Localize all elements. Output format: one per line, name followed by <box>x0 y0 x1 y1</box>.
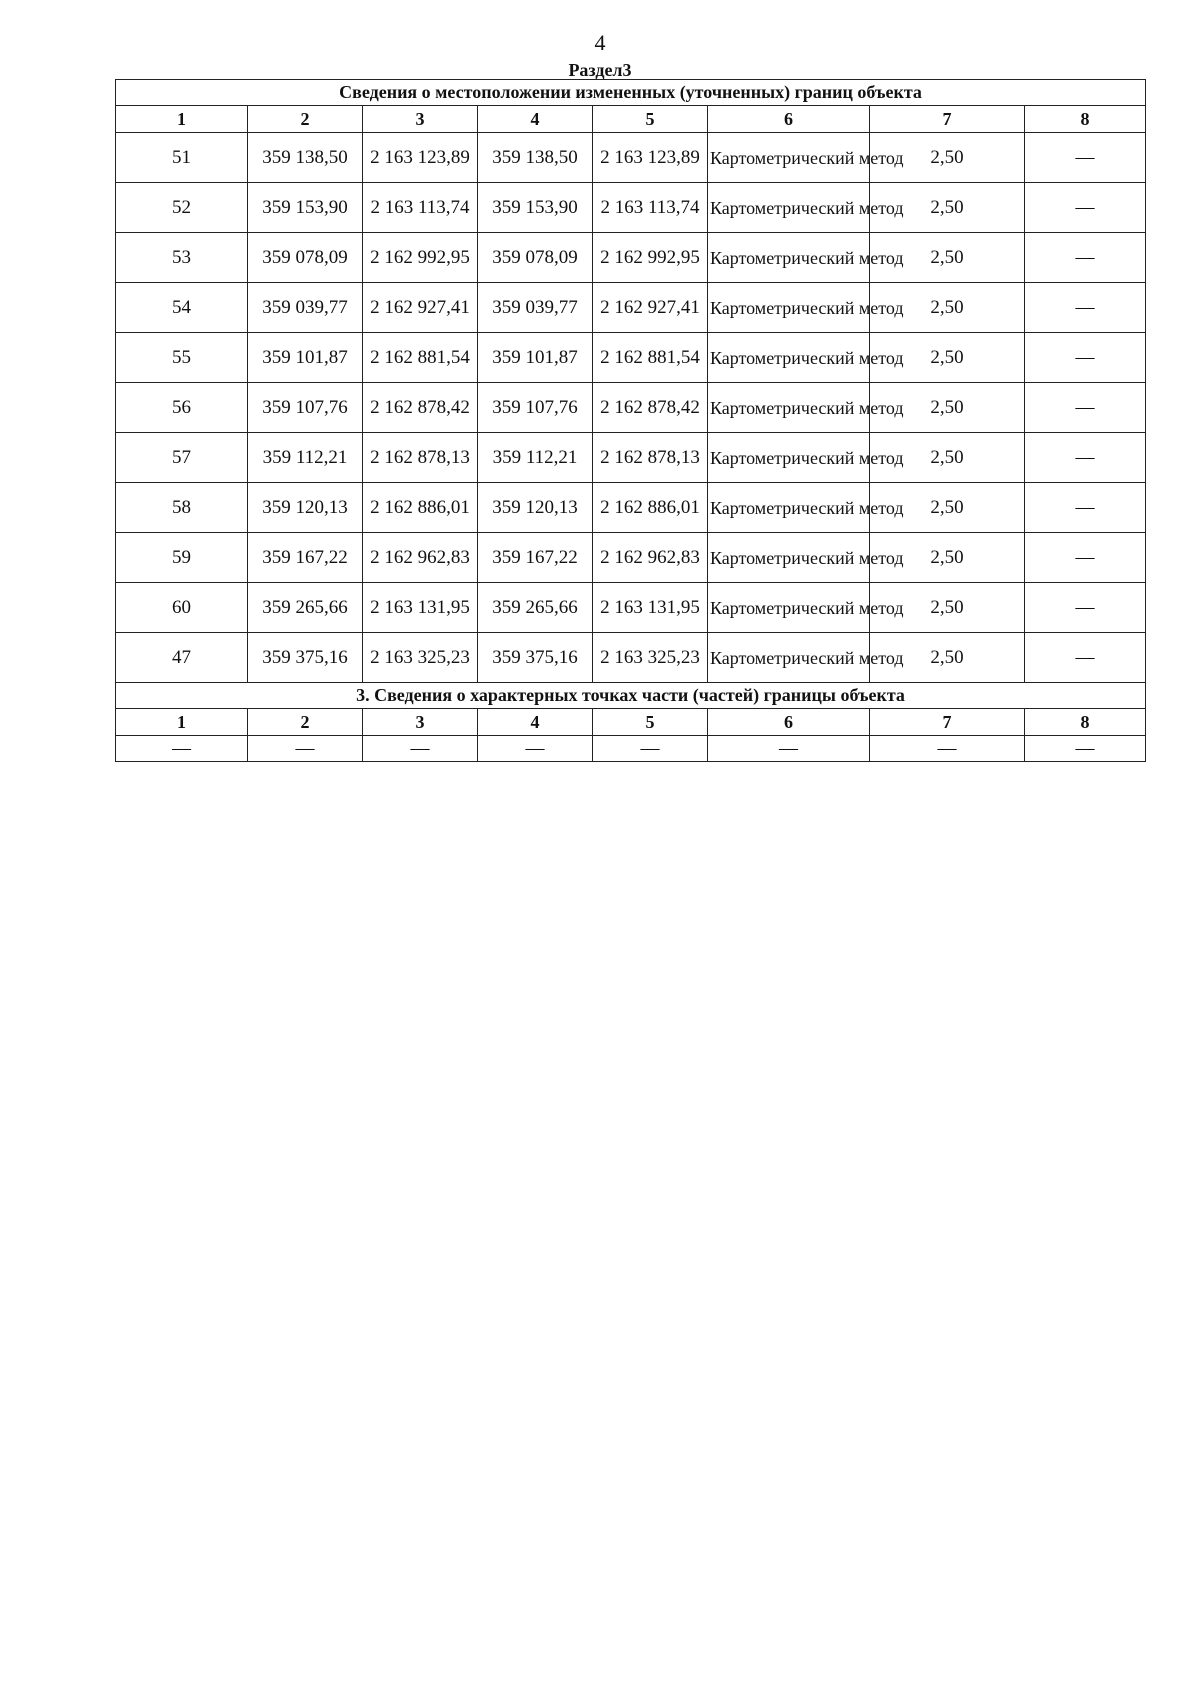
table-cell: — <box>1025 583 1146 633</box>
table-row <box>116 433 1146 483</box>
column-header: 6 <box>708 709 870 736</box>
table-cell: 359 101,87 <box>478 333 593 383</box>
table-row <box>116 233 1146 283</box>
table-cell: — <box>708 736 870 762</box>
table-cell: 2 163 131,95 <box>593 583 708 633</box>
table-cell: Картометрический метод <box>708 533 870 583</box>
table-cell: 2,50 <box>870 133 1025 183</box>
table-cell: 359 153,90 <box>248 183 363 233</box>
column-header: 7 <box>870 106 1025 133</box>
column-header: 2 <box>248 106 363 133</box>
table-row <box>116 133 1146 183</box>
table-cell: 2 162 927,41 <box>363 283 478 333</box>
table-cell: 2,50 <box>870 283 1025 333</box>
table-cell: Картометрический метод <box>708 333 870 383</box>
column-header: 8 <box>1025 106 1146 133</box>
table-row <box>116 533 1146 583</box>
column-header: 7 <box>870 709 1025 736</box>
column-header: 4 <box>478 709 593 736</box>
table-cell: 52 <box>116 183 248 233</box>
table-cell: Картометрический метод <box>708 233 870 283</box>
table-row <box>116 583 1146 633</box>
table-cell: 359 101,87 <box>248 333 363 383</box>
table-cell: 2 162 886,01 <box>593 483 708 533</box>
table-cell: 2,50 <box>870 383 1025 433</box>
table-cell: — <box>593 736 708 762</box>
column-header: 3 <box>363 106 478 133</box>
table-cell: 57 <box>116 433 248 483</box>
table-cell: 2 162 927,41 <box>593 283 708 333</box>
table-cell: 55 <box>116 333 248 383</box>
table-title-row <box>116 80 1146 106</box>
table-cell: 2 162 881,54 <box>593 333 708 383</box>
table-cell: — <box>1025 133 1146 183</box>
table-cell: 2,50 <box>870 533 1025 583</box>
table-cell: 2 162 881,54 <box>363 333 478 383</box>
table-cell: 2 162 992,95 <box>593 233 708 283</box>
table-row <box>116 183 1146 233</box>
table-cell: 59 <box>116 533 248 583</box>
table-cell: Картометрический метод <box>708 283 870 333</box>
table-cell: 2,50 <box>870 183 1025 233</box>
table-cell: 2 163 113,74 <box>593 183 708 233</box>
table-cell: 2 162 962,83 <box>363 533 478 583</box>
table-cell: 359 120,13 <box>248 483 363 533</box>
table-cell: 56 <box>116 383 248 433</box>
table-row <box>116 383 1146 433</box>
table-row <box>116 283 1146 333</box>
table-cell: 2 162 878,42 <box>593 383 708 433</box>
table-cell: — <box>248 736 363 762</box>
table-cell: 359 138,50 <box>478 133 593 183</box>
table-cell: — <box>478 736 593 762</box>
table-cell: — <box>1025 333 1146 383</box>
table-cell: 2,50 <box>870 633 1025 683</box>
table-cell: Картометрический метод <box>708 633 870 683</box>
table-cell: 2 162 886,01 <box>363 483 478 533</box>
table-cell: 359 265,66 <box>478 583 593 633</box>
column-header-row <box>116 106 1146 133</box>
table-cell: 359 375,16 <box>248 633 363 683</box>
subsection-header-row <box>116 709 1146 736</box>
table-cell: 359 265,66 <box>248 583 363 633</box>
table-cell: 359 039,77 <box>478 283 593 333</box>
table-cell: Картометрический метод <box>708 133 870 183</box>
table-cell: 359 107,76 <box>248 383 363 433</box>
table-cell: — <box>1025 736 1146 762</box>
table-cell: — <box>1025 283 1146 333</box>
table-cell: 2 162 878,13 <box>363 433 478 483</box>
column-header: 1 <box>116 709 248 736</box>
table-cell: 2,50 <box>870 583 1025 633</box>
column-header: 3 <box>363 709 478 736</box>
table-cell: — <box>1025 383 1146 433</box>
column-header: 8 <box>1025 709 1146 736</box>
table-cell: 2 162 962,83 <box>593 533 708 583</box>
table-cell: — <box>1025 483 1146 533</box>
table-row <box>116 483 1146 533</box>
table-cell: 359 375,16 <box>478 633 593 683</box>
table-cell: 359 039,77 <box>248 283 363 333</box>
page-number: 4 <box>594 30 606 55</box>
table-cell: 359 112,21 <box>478 433 593 483</box>
table-cell: Картометрический метод <box>708 183 870 233</box>
table-title: Сведения о местоположении измененных (уточненных) границ объекта <box>116 80 1146 106</box>
column-header: 4 <box>478 106 593 133</box>
table-cell: 54 <box>116 283 248 333</box>
table-cell: — <box>116 736 248 762</box>
table-cell: 359 120,13 <box>478 483 593 533</box>
table-cell: — <box>870 736 1025 762</box>
column-header: 2 <box>248 709 363 736</box>
table-cell: Картометрический метод <box>708 583 870 633</box>
table-cell: 60 <box>116 583 248 633</box>
table-cell: 2,50 <box>870 483 1025 533</box>
table-row <box>116 633 1146 683</box>
table-cell: 2 162 992,95 <box>363 233 478 283</box>
subsection-title-row <box>116 683 1146 709</box>
table-cell: — <box>1025 633 1146 683</box>
table-cell: 359 078,09 <box>248 233 363 283</box>
table-cell: 2,50 <box>870 333 1025 383</box>
table-cell: 2 163 131,95 <box>363 583 478 633</box>
table-cell: 2 163 113,74 <box>363 183 478 233</box>
column-header: 1 <box>116 106 248 133</box>
table-cell: 359 167,22 <box>248 533 363 583</box>
table-cell: 359 138,50 <box>248 133 363 183</box>
table-cell: 359 153,90 <box>478 183 593 233</box>
table-cell: — <box>1025 433 1146 483</box>
table-cell: 2,50 <box>870 233 1025 283</box>
section-label: Раздел3 <box>568 60 632 80</box>
table-cell: Картометрический метод <box>708 433 870 483</box>
table-cell: 47 <box>116 633 248 683</box>
table-cell: Картометрический метод <box>708 383 870 433</box>
table-cell: 58 <box>116 483 248 533</box>
table-cell: 53 <box>116 233 248 283</box>
column-header: 5 <box>593 709 708 736</box>
subsection-title: 3. Сведения о характерных точках части (частей) границы объекта <box>116 683 1146 709</box>
table-cell: 359 107,76 <box>478 383 593 433</box>
table-cell: — <box>363 736 478 762</box>
table-cell: — <box>1025 183 1146 233</box>
table-row <box>116 333 1146 383</box>
boundary-coordinates-table <box>115 79 1146 762</box>
table-cell: 2,50 <box>870 433 1025 483</box>
table-cell: 2 163 123,89 <box>363 133 478 183</box>
column-header: 5 <box>593 106 708 133</box>
table-cell: 359 112,21 <box>248 433 363 483</box>
table-cell: 359 078,09 <box>478 233 593 283</box>
table-cell: — <box>1025 233 1146 283</box>
table-cell: 2 163 325,23 <box>363 633 478 683</box>
table-cell: 2 163 123,89 <box>593 133 708 183</box>
table-cell: Картометрический метод <box>708 483 870 533</box>
column-header: 6 <box>708 106 870 133</box>
table-cell: 2 162 878,13 <box>593 433 708 483</box>
table-cell: 51 <box>116 133 248 183</box>
table-cell: 2 162 878,42 <box>363 383 478 433</box>
table-cell: 2 163 325,23 <box>593 633 708 683</box>
table-row <box>116 736 1146 762</box>
table-cell: 359 167,22 <box>478 533 593 583</box>
table-cell: — <box>1025 533 1146 583</box>
